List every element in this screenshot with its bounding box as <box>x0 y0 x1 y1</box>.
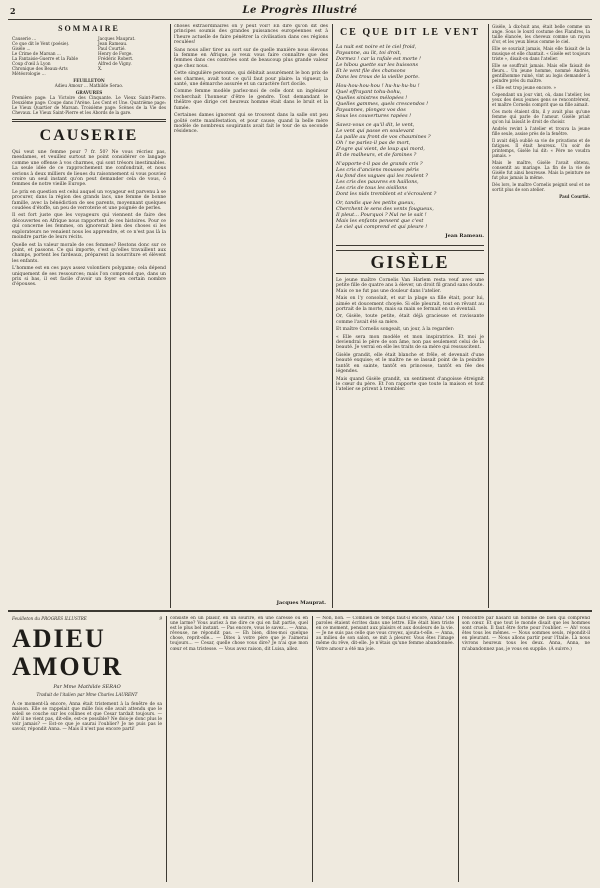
sommaire-item: Causerie ... <box>12 36 37 41</box>
column-rule <box>458 616 459 882</box>
poem-line: Or, tandis que les petits gueux, <box>336 200 415 206</box>
poem-column <box>336 24 484 608</box>
gisele-paragraph: Mais quand Gisèle grandit, un sentiment d'angoisse étreignit le cœur du père. Et l'on rapporte que toute la maison et tout l'atelier se prirent à trembler. <box>336 376 484 393</box>
feuilleton-author: Par Mme Mathilde SERAO <box>53 684 121 690</box>
poem-line: Quelles gammes, quels crescendos ! <box>336 101 429 107</box>
gisele-text <box>336 278 484 393</box>
poem-line: Et le vent file des chansons <box>336 68 406 74</box>
gisele-paragraph: Le jeune maître Cornelis Van Harlem resta veuf avec une petite fille de quatre ans à élever, un droit fil grand sans doute. Mais ce ne fut pas une douleur dans l'atelier. <box>336 278 484 294</box>
poem-title: CE QUE DIT LE VENT <box>339 27 481 38</box>
poem-line: Dormez ! car la rafale est morte ! <box>336 56 422 62</box>
feuilleton-title: ADIEU AMOUR <box>12 624 124 681</box>
gisele-paragraph: Il avait déjà oublié sa vie de privations et de fatigues. Il était heureux. Un soir de printemps, Gisèle lui dit: « Père ne voudra jamais. » <box>492 138 590 158</box>
poem-line: Et de malheurs, et de famines ? <box>336 152 417 158</box>
poem-line: Mais les enfants pensent que c'est <box>336 218 424 224</box>
causerie-paragraph: Quelle est la valeur morale de ces femmes? Restons donc sur ce point, et passons. Ce qui importe, c'est qu'elles travaillent aux champs, portent les fardeaux, préparent la nourriture et élèvent les enfants. <box>12 242 166 264</box>
sommaire-author: Paul Courtié. <box>98 46 126 51</box>
poem-stanza <box>336 200 484 230</box>
gisele-paragraph: « Elle est trop jeune encore. » <box>492 85 557 90</box>
poem-line: Oh ! ne parlez-il pas de mort, <box>336 140 411 146</box>
gisele-paragraph: Elle se souriait jamais, Mais elle faisait de la musique et elle chantait. « Gisèle est toujours triste », disait-on dans l'atelier. <box>492 46 590 61</box>
gisele-paragraph: Andrès revint à l'atelier et trouva la jeune fille seule, assise près de la fenêtre. <box>492 126 590 136</box>
feuilleton-number: 9 <box>159 616 162 621</box>
poem-line: Paysannes, plongez vos dos <box>336 107 406 113</box>
poem-line: La paille au front de vos chaumines ? <box>336 134 431 140</box>
gisele-title: GISÈLE <box>336 250 484 274</box>
poem-line: Il pleut... Pourquoi ? Nul ne le sait ! <box>336 212 427 218</box>
divider <box>12 121 166 122</box>
gisele-author: Paul Courtié. <box>559 194 590 199</box>
feuilleton-column-text: rencontre par hasard un homme de bien qui comprend son cœur. Et que tout le monde disait que les hommes sont cruels. Il faut être forte pour l'oublier. — Ah! vous êtes tous les mêmes. — Nous sommes seuls, répondit-il en pleurant. — Nous allons partir pour l'Italie. Là nous vivrons heureux tous les deux. Anna, Anna, ne m'abandonnez pas, je vous en supplie. (À suivre.) <box>462 616 590 652</box>
poem-line: Le hibou guette sur les buissons <box>336 62 419 68</box>
column-rule <box>312 616 313 882</box>
feuilleton-column <box>462 616 590 882</box>
sommaire-item: Le Crime de Marsan ... <box>12 51 61 56</box>
causerie-continued <box>174 24 328 135</box>
sommaire-item: Météorologie ... <box>12 71 46 76</box>
gisele-paragraph: Mais on l'y consolait, et sur la plage sa fille était, pour lui, aimée et doucement choyée. Si elle pleurait, tout en rêvant au portrait de la morte, mais sa main se fermait en un éventail. <box>336 296 484 313</box>
feuilleton-summary: Adieu Amour ... Mathilde Serao. <box>54 83 124 88</box>
feuilleton-column <box>170 616 308 882</box>
gisele-paragraph: Gisèle grandit, elle était blanche et frêle, et devenait d'une beauté exquise; et le maître ne se lassait point de la peindre tantôt en sainte, tantôt en princesse, tantôt en fée des légendes. <box>336 352 484 375</box>
poem-line: Le vent qui passe en soulevant <box>336 128 415 134</box>
feuilleton-heading <box>12 616 162 886</box>
sommaire-left <box>12 36 90 76</box>
poem-line: Les cris d'anciens mousses péris <box>336 167 419 173</box>
causerie-paragraph: Sans nous aller tirer au sort sur de quelle manière nous élevons la femme en Afrique, je veux vous faire connaître que des femmes dans ces contrées sont de beaucoup plus grande valeur que chez nous. <box>174 47 328 69</box>
sommaire-item: La Fantaisie-Guerre et la Fable <box>12 56 78 61</box>
sommaire-author: Henry de Forge. <box>98 51 133 56</box>
poem-line: Dont les nids tremblent et s'écroulent ? <box>336 191 437 197</box>
gisele-paragraph: Elle se souffrait jamais. Mais elle faisait de fleurs... Un jeune homme, nommé Andrès, gentilhomme ruiné, vint au logis demander à peindre près du maître. <box>492 63 590 83</box>
causerie-paragraph: L'homme est en ces pays assez volontiers polygame; cela dépend uniquement de ses ressources; mais l'on comprend que, dans un prix si bas, il est facile d'avoir un foyer en certain nombre d'épouses. <box>12 266 166 288</box>
poem-line: Hou-hou-hou-hou ! hu-hu-hu-hu ! <box>336 83 420 89</box>
poem-line: Savez-vous ce qu'il dit, le vent, <box>336 122 415 128</box>
gravures-summary: Première page: La Victoire des Cinquante. Le Vieux Saint-Pierre. Deuxième page: Coupe dans l'Arène. Les Cent et Une. Quatrième page: Le Vieux Quartier de Marsan. Troisième page: Scènes de la Vie des Chevaux. Le Vieux Saint-Pierre et les Abords de la gare. <box>12 95 166 115</box>
sommaire-author: Jean Rameau. <box>98 41 128 46</box>
gisele-paragraph: Gisèle, à dix-huit ans, était belle comme un ange. Sous le lourd costume des Flandres, la taille élancée, les cheveux comme un rayon d'or, et les yeux bleus comme le ciel. <box>492 24 590 44</box>
poem-line: Dans les trous de la vieille porte. <box>336 74 420 80</box>
feuilleton-column <box>316 616 454 882</box>
poem-line: D'ogre qui vient, de loup qui mord, <box>336 146 425 152</box>
page-number: 2 <box>10 6 16 16</box>
causerie-text <box>12 150 166 288</box>
feuilleton-translator: Traduit de l'italien par Mme Charles LAURENT <box>36 692 138 697</box>
left-column <box>12 24 166 608</box>
causerie-paragraph: Comme femme modèle parlez-moi de celle dont un ingénieur recherchait l'honneur d'être le gendre. Tout demandant le théâtre que dirige cet heureux homme était dans le bruit et la fumée. <box>174 89 328 111</box>
causerie-column-2 <box>174 24 328 608</box>
gravures-label: GRAVURES <box>75 90 103 95</box>
causerie-paragraph: Qui veut une femme pour 7 fr. 50? Ne vous récriez pas, mesdames, et veuillez surtout ne point considérer ce langage comme une offense à vos charmes, qui sont trésors inestimables. La seule idée de ce rapprochement me confondrait, et nous serions à deux milliers de lieues du raisonnement si vous pouviez croire un seul instant qu'on peut demander cela de vous, ô femmes de notre vieille Europe. <box>12 150 166 188</box>
divider <box>12 119 166 120</box>
feuilleton-rule <box>8 610 592 612</box>
sommaire-item: Ce que dit le Vent (poésie). <box>12 41 70 46</box>
gisele-paragraph: Cependant un jour vint, où, dans l'atelier, les yeux des deux jeunes gens se rencontrèrent, et maître Cornelis comprit que sa fille aimait. <box>492 92 590 107</box>
poem-line: Au fond des vagues qui les roulent ? <box>336 173 428 179</box>
causerie-title: CAUSERIE <box>39 127 139 144</box>
poem-line: N'apporte-t-il pas de grands cris ? <box>336 161 423 167</box>
feuilleton-column-text: consiste en un plaisir, en un sourire, en une caresse ou en une larme? Vous auriez à me dire ce qui en fait partie, quel est le plus bel instant. — Pas encore, vous le savez... — Anna, rêveuse, ne répondit pas. — Eh bien, dites-moi quelque chose, reprit-elle... — Dites à votre père que je l'aimerai toujours... — Cesar, quelle chose vous dire? Je n'ai que mon cœur et ma tristesse. — Vous avez raison, dit Luisa, allez. <box>170 616 308 652</box>
page-header <box>10 4 590 18</box>
poem-line: Sous les couvertures rapées ! <box>336 113 412 119</box>
poem-stanza <box>336 122 484 158</box>
poem-line: Les cris de tous les oisillons <box>336 185 408 191</box>
poem-line: Quelles sinistres mélopées ! <box>336 95 408 101</box>
gisele-paragraph: Ces mots étaient dits, il y avait plus qu'une femme qui parle de l'amour. Gisèle priait qu'on lui laissât le droit de choisir. <box>492 109 590 124</box>
gisele-paragraph: Or, Gisèle, toute petite, était déjà gracieuse et ravissante comme l'avait été sa mère. <box>336 314 484 325</box>
sommaire-item: Coup d'œil à Lyon <box>12 61 51 66</box>
gisele-continued <box>492 24 590 199</box>
divider <box>336 245 484 246</box>
column-rule <box>488 24 489 608</box>
causerie-paragraph: Certaines dames ignorent qui se trouvent dans la salle ont peu goûté cette manifestation, et pour cause; quand la belle mère modèle de nombreux soupirants avait fait le tour de sa seconde résidence. <box>174 113 328 135</box>
feuilleton-label: FEUILLETON <box>73 78 105 83</box>
causerie-author: Jacques Mauprat. <box>276 600 326 606</box>
causerie-paragraph: Cette singulière personne, qui débitait assurément le bon prix de ses charmes, avait tout ce qu'il faut pour plaire: la vigueur, la santé, une démarche assurée et un caractère fort docile. <box>174 71 328 88</box>
gisele-paragraph: Et maître Cornelis songeait, un jour, à la regarder: <box>336 327 455 333</box>
poem-body <box>336 44 484 230</box>
masthead-title: Le Progrès Illustré <box>242 5 358 16</box>
sommaire-list <box>12 36 166 76</box>
sommaire-author: X. <box>98 66 103 71</box>
causerie-paragraph: choses extraordinaires on y peut voir! En dire qu'on dit des principes soumis des grandes puissances européennes est à l'heure actuelle de faire pénétrer la civilisation dans ces régions reculées! <box>174 24 328 46</box>
sommaire-item: Gisèle ... <box>12 46 31 51</box>
sommaire-item: Chronique des Beaux-Arts <box>12 66 68 71</box>
causerie-paragraph: Le prix en question est celui auquel un voyageur est parvenu à se procurer, dans la région des grands lacs, une femme de bonne famille, avec la bénédiction de ses parents, moyennant quelques coudées d'étoffe, un peu de verroterie et une poignée de perles. <box>12 189 166 212</box>
sommaire-title: SOMMAIRE <box>58 24 120 33</box>
poem-line: Les cris des pauvres en haillons, <box>336 179 419 185</box>
poem-stanza <box>336 83 484 119</box>
poem-line: Cherchent le sens des vents fougueux, <box>336 206 434 212</box>
header-rule <box>8 19 592 20</box>
sommaire-author: Alfred de Vigny. <box>98 61 132 66</box>
gisele-paragraph: Dès lors, le maître Cornelis peignit seul et ne sortit plus de son atelier. <box>492 182 590 192</box>
poem-line: Quel effrayant tohu-bohu, <box>336 89 402 95</box>
poem-author: Jean Rameau. <box>445 233 484 239</box>
poem-stanza <box>336 161 484 197</box>
feuilleton-column-text: — Non, non. — Combien de temps faut-il encore, Anna? Ces paroles étaient écrites dans une lettre. Elle était bien triste en ce moment, pensant aux plaisirs et aux douleurs de la vie. — Je ne suis pas celle que vous croyez, ajouta-t-elle. — Anna, au milieu de son salon, se mit à pleurer. Vous êtes l'image même du rêve, dit-elle. Je n'étais qu'une femme abandonnée. Votre amour a été ma joie. <box>316 616 454 652</box>
column-rule <box>166 616 167 882</box>
gisele-paragraph: Mais le maître, Gisèle l'avait obtenu, consentit au mariage. La fin de la vie de Gisèle fut ainsi heureuse. Mais la peinture ne fut plus jamais la même. <box>492 160 590 180</box>
poem-line: Paysanne, au lit, toi droit, <box>336 50 402 56</box>
column-rule <box>170 24 171 608</box>
gisele-column-2 <box>492 24 590 608</box>
sommaire-author: Jacques Mauprat. <box>98 36 136 41</box>
poem-line: Le ciel qui comprend et qui pleure ! <box>336 224 428 230</box>
gisele-paragraph: « Elle sera mon modèle et mon inspiratrice. Et moi je deviendrai le père de son âme, non pas seulement celui de la beauté. Je verrai en elle les traits de sa mère qui ressuscitent. <box>336 334 484 351</box>
feuilleton-column-text: À ce moment-là encore, Anna était tristement à la fenêtre de sa maison. Elle se rappelait que mille fois elle avait attendu que le soleil se couche sur les collines et que Cesar tardait toujours. — Ah! il ne vient pas, dit-elle, est-ce possible? Ne dois-je donc plus le voir jamais? — Est-ce que je saurai l'oublier? Je ne puis pas le savoir, répondit Anna. — Mais il n'est pas encore parti! <box>12 702 162 733</box>
causerie-paragraph: Il est fort juste que les voyageurs qui viennent de faire des découvertes en Afrique nous rapportent de ces histoires. Pour ce qui concerne les femmes, on ignorerait bien des choses si les explorateurs ne venaient nous les apprendre, et ce n'est pas là la moindre partie de leurs récits. <box>12 213 166 241</box>
column-rule <box>332 24 333 608</box>
feuilleton-label: Feuilleton du PROGRÈS ILLUSTRÉ <box>12 616 87 621</box>
poem-line: La nuit est noire et le ciel froid, <box>336 44 417 50</box>
sommaire-author: Frédéric Robert. <box>98 56 134 61</box>
sommaire-right <box>98 36 166 76</box>
feuilleton-meta <box>12 616 162 621</box>
poem-stanza <box>336 44 484 80</box>
